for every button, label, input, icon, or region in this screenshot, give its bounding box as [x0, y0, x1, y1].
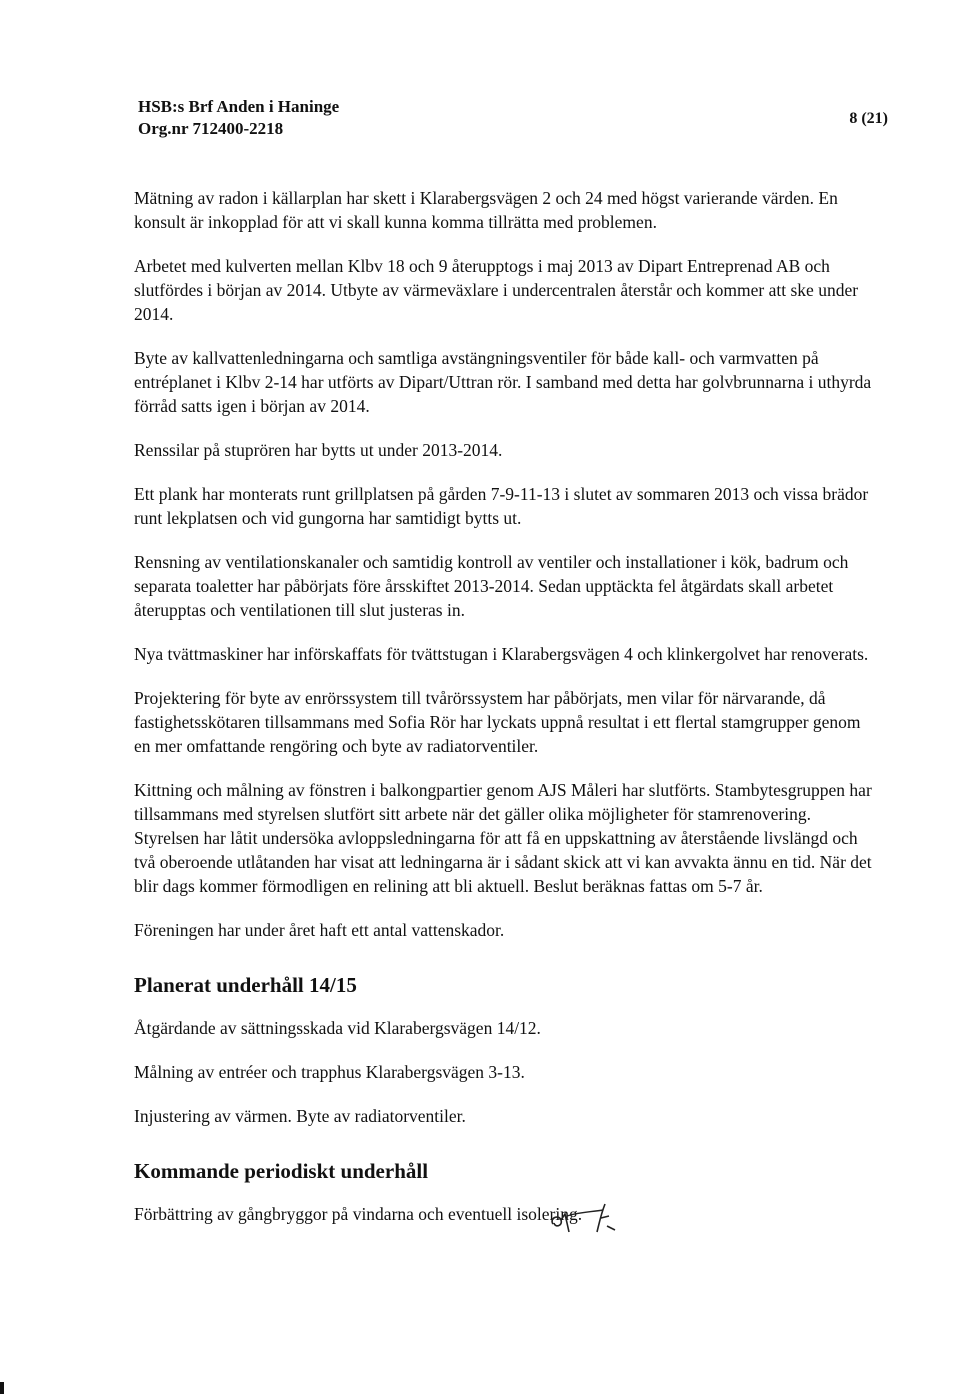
planned-item: Åtgärdande av sättningsskada vid Klarabergsvägen 14/12. [134, 1018, 541, 1038]
section-heading-upcoming: Kommande periodiskt underhåll [134, 1159, 429, 1183]
section-heading-planned: Planerat underhåll 14/15 [134, 973, 357, 997]
paragraph-tvattmaskiner: Nya tvättmaskiner har införskaffats för tvättstugan i Klarabergsvägen 4 och klinkergolvet har renoverats. [134, 644, 869, 664]
paragraph-radon: Mätning av radon i källarplan har skett i Klarabergsvägen 2 och 24 med högst varierande värden. En konsult är inkopplad för att vi skall kunna komma tillrätta med problemen. [134, 188, 838, 232]
paragraph-ventilation: Rensning av ventilationskanaler och samtidig kontroll av ventiler och installationer i kök, badrum och separata toaletter har påbörjats före årsskiftet 2013-2014. Sedan upptäckta fel åtgärdats skall arbetet återupptas och ventilationen till slut justeras in. [134, 552, 849, 620]
page-header [138, 96, 888, 140]
planned-item: Målning av entréer och trapphus Klarabergsvägen 3-13. [134, 1062, 525, 1082]
document-body [134, 186, 874, 1246]
association-name: HSB:s Brf Anden i Haninge [138, 97, 340, 116]
signature-initials [545, 1196, 625, 1236]
upcoming-item: Förbättring av gångbryggor på vindarna och eventuell isolering. [134, 1204, 583, 1224]
paragraph-plank: Ett plank har monterats runt grillplatsen på gården 7-9-11-13 i slutet av sommaren 2013 och vissa brädor runt lekplatsen och vid gungorna har samtidigt bytts ut. [134, 484, 869, 528]
paragraph-kallvatten: Byte av kallvattenledningarna och samtliga avstängningsventiler för både kall- och varmvatten på entréplanet i Klbv 2-14 har utförts av Dipart/Uttran rör. I samband med detta har golvbrunnarna i uthyrda förråd satts igen i början av 2014. [134, 348, 872, 416]
org-number: Org.nr 712400-2218 [138, 119, 284, 138]
paragraph-kulvert: Arbetet med kulverten mellan Klbv 18 och 9 återupptogs i maj 2013 av Dipart Entreprenad AB och slutfördes i början av 2014. Utbyte av värmeväxlare i undercentralen återstår och kommer att ske under 2014. [134, 256, 859, 324]
page-number: 8 (21) [849, 110, 888, 127]
scan-mark [0, 1382, 4, 1394]
paragraph-renssilar: Renssilar på stuprören har bytts ut under 2013-2014. [134, 440, 503, 460]
planned-item: Injustering av värmen. Byte av radiatorventiler. [134, 1106, 466, 1126]
paragraph-vattenskador: Föreningen har under året haft ett antal vattenskador. [134, 920, 505, 940]
paragraph-projektering: Projektering för byte av enrörssystem till tvårörssystem har påbörjats, men vilar för närvarande, då fastighetsskötaren tillsammans med Sofia Rör har lyckats uppnå resultat i ett flertal stamgrupper genom en mer omfattande rengöring och byte av radiatorventiler. [134, 688, 861, 756]
paragraph-kittning: Kittning och målning av fönstren i balkongpartier genom AJS Måleri har slutförts. Stambytesgruppen har tillsammans med styrelsen slutfört sitt arbete när det gäller olika möjligheter för stamrenovering. Styrelsen har låtit undersöka avloppsledningarna för att få en uppskattning av återstående livslängd och två oberoende utlåtanden har visat att ledningarna är i sådant skick att vi kan avvakta ännu en tid. När det blir dags kommer förmodligen en relining att bli aktuell. Beslut beräknas fattas om 5-7 år. [134, 780, 872, 896]
